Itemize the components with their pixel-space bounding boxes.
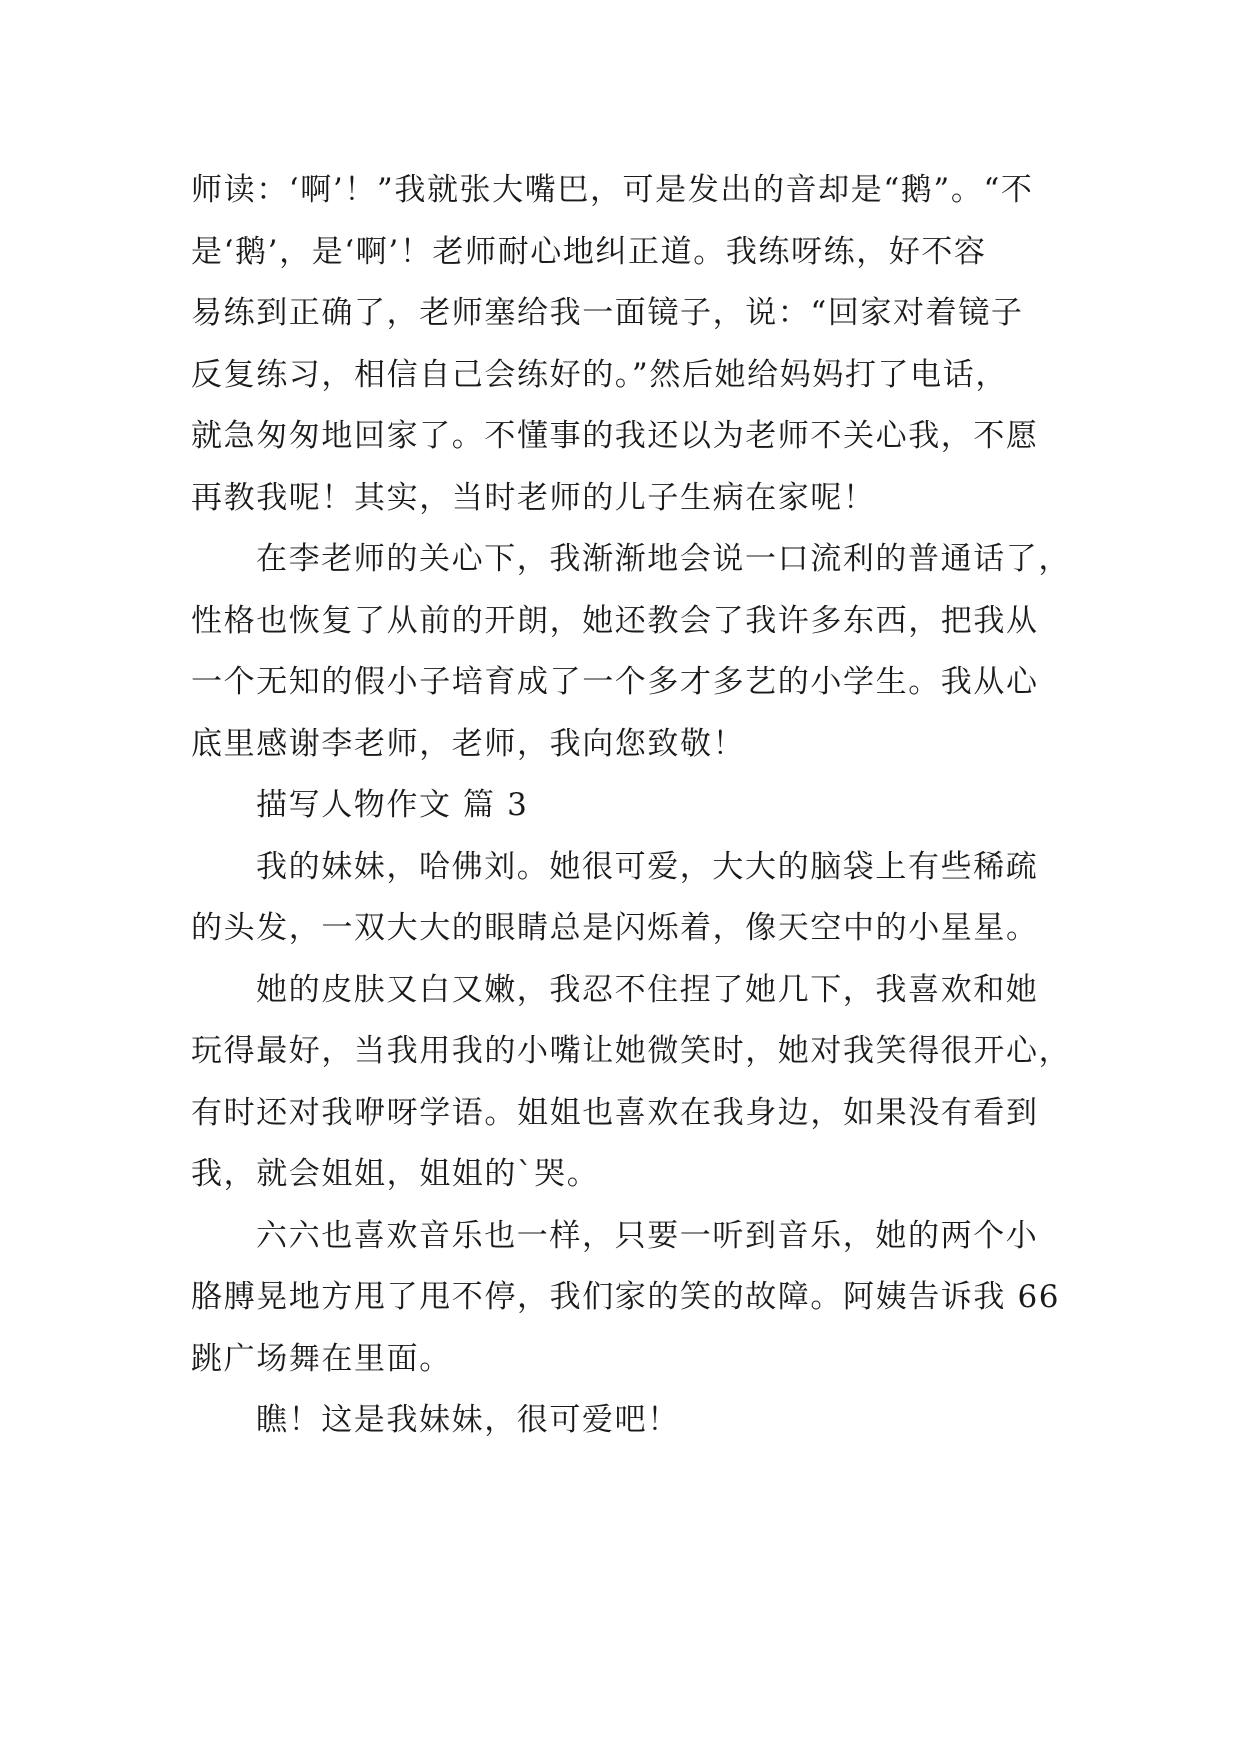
text-line: 反复练习，相信自己会练好的。”然后她给妈妈打了电话， (191, 356, 1008, 393)
text-line: 师读：‘啊’！”我就张大嘴巴，可是发出的音却是“鹅”。“不 (191, 172, 1034, 208)
text-line: 性格也恢复了从前的开朗，她还教会了我许多东西，把我从 (191, 602, 1039, 639)
text-line: 的头发，一双大大的眼睛总是闪烁着，像天空中的小星星。 (191, 910, 1039, 946)
paragraph-start-line: 我的妹妹，哈佛刘。她很可爱，大大的脑袋上有些稀疏 (256, 848, 1039, 885)
text-line: 有时还对我咿呀学语。姐姐也喜欢在我身边，如果没有看到 (191, 1094, 1039, 1131)
text-line: 跳广场舞在里面。 (191, 1340, 452, 1377)
paragraph-start-line: 瞧！这是我妹妹，很可爱吧！ (256, 1402, 680, 1438)
text-line: 就急匆匆地回家了。不懂事的我还以为老师不关心我，不愿 (191, 418, 1039, 454)
text-line: 易练到正确了，老师塞给我一面镜子，说：“回家对着镜子 (191, 295, 1024, 331)
text-line: 玩得最好，当我用我的小嘴让她微笑时，她对我笑得很开心， (191, 1033, 1072, 1069)
text-line: 再教我呢！其实，当时老师的儿子生病在家呢！ (191, 479, 876, 516)
section-heading: 描写人物作文 篇 3 (256, 787, 529, 823)
document-body (191, 160, 1072, 1452)
text-line: 我，就会姐姐，姐姐的`哭。 (191, 1156, 600, 1192)
paragraph-start-line: 她的皮肤又白又嫩，我忍不住捏了她几下，我喜欢和她 (256, 971, 1039, 1008)
paragraph-start-line: 六六也喜欢音乐也一样，只要一听到音乐，她的两个小 (256, 1217, 1039, 1254)
text-line: 胳膊晃地方甩了甩不停，我们家的笑的故障。阿姨告诉我 66 (191, 1279, 1061, 1315)
text-line: 底里感谢李老师，老师，我向您致敬！ (191, 725, 746, 762)
text-line: 一个无知的假小子培育成了一个多才多艺的小学生。我从心 (191, 664, 1039, 700)
paragraph-start-line: 在李老师的关心下，我渐渐地会说一口流利的普通话了， (256, 541, 1071, 577)
text-line: 是‘鹅’，是‘啊’！老师耐心地纠正道。我练呀练，好不容 (191, 233, 987, 270)
